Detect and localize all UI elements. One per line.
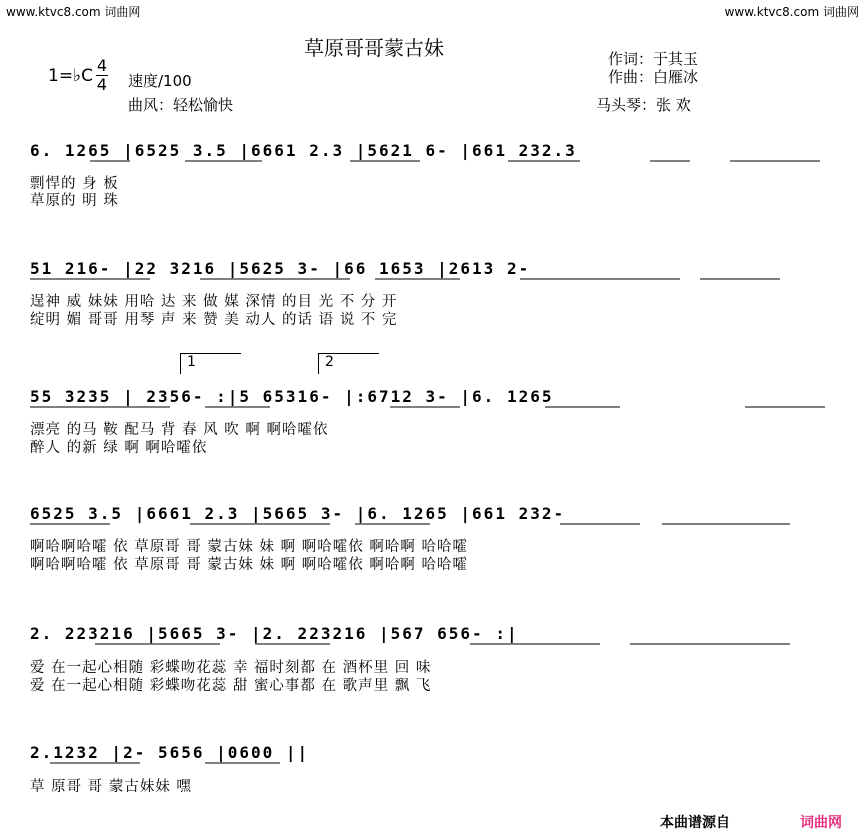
instrument: 马头琴：张 欢 <box>596 96 691 114</box>
lyrics-row-2-verse-2: 绽明 媚 哥哥 用琴 声 来 赞 美 动人 的话 语 说 不 完 <box>30 312 398 328</box>
lyrics-row-3-verse-2: 醉人 的新 绿 啊 啊哈嚯依 <box>30 440 208 456</box>
lyrics-row-4-verse-1: 啊哈啊哈嚯 依 草原哥 哥 蒙古妹 妹 啊 啊哈嚯依 啊哈啊 哈哈嚯 <box>30 539 468 555</box>
notation-row-4: 6525 3.5 |6661 2.3 |5665 3- |6. 1265 |661 232- <box>30 504 566 523</box>
notation-row-6: 2.1232 |2- 5656 |0600 || <box>30 743 310 762</box>
watermark-right: www.ktvc8.com 词曲网 <box>724 5 859 19</box>
volta-number-1: 1 <box>187 354 196 370</box>
watermark-left: www.ktvc8.com 词曲网 <box>6 5 141 19</box>
lyrics-row-3-verse-1: 漂亮 的马 鞍 配马 背 春 风 吹 啊 啊哈嚯依 <box>30 422 329 438</box>
lyrics-row-1-verse-1: 剽悍的 身 板 <box>30 176 119 192</box>
key-signature: 1=♭C <box>48 66 93 86</box>
notation-row-2: 51 216- |22 3216 |5625 3- |66 1653 |2613 2- <box>30 259 531 278</box>
lyrics-row-6-verse-1: 草 原哥 哥 蒙古妹妹 嘿 <box>30 779 192 795</box>
notation-row-1: 6. 1265 |6525 3.5 |6661 2.3 |5621 6- |661 232.3 <box>30 141 577 160</box>
volta-number-2: 2 <box>325 354 334 370</box>
lyrics-row-5-verse-1: 爱 在一起心相随 彩蝶吻花蕊 幸 福时刻都 在 酒杯里 回 味 <box>30 660 432 676</box>
time-signature-top: 4 <box>96 56 108 75</box>
composer: 作曲：白雁冰 <box>608 68 699 86</box>
lyrics-row-1-verse-2: 草原的 明 珠 <box>30 193 119 209</box>
lyrics-row-5-verse-2: 爱 在一起心相随 彩蝶吻花蕊 甜 蜜心事都 在 歌声里 飘 飞 <box>30 678 432 694</box>
notation-row-3: 55 3235 | 2356- :|5 65316- |:6712 3- |6. 1265 <box>30 387 554 406</box>
lyricist: 作词：于其玉 <box>608 50 699 68</box>
style: 曲风：轻松愉快 <box>128 96 234 114</box>
site-logo[interactable]: 词曲网 <box>800 815 842 831</box>
tempo: 速度/100 <box>128 72 192 90</box>
lyrics-row-4-verse-2: 啊哈啊哈嚯 依 草原哥 哥 蒙古妹 妹 啊 啊哈嚯依 啊哈啊 哈哈嚯 <box>30 557 468 573</box>
source-note: 本曲谱源自 <box>660 815 730 831</box>
song-title: 草原哥哥蒙古妹 <box>304 36 444 60</box>
lyrics-row-2-verse-1: 逞神 威 妹妹 用哈 达 来 做 媒 深情 的目 光 不 分 开 <box>30 294 398 310</box>
time-signature-bottom: 4 <box>96 75 108 94</box>
notation-row-5: 2. 223216 |5665 3- |2. 223216 |567 656- :| <box>30 624 519 643</box>
